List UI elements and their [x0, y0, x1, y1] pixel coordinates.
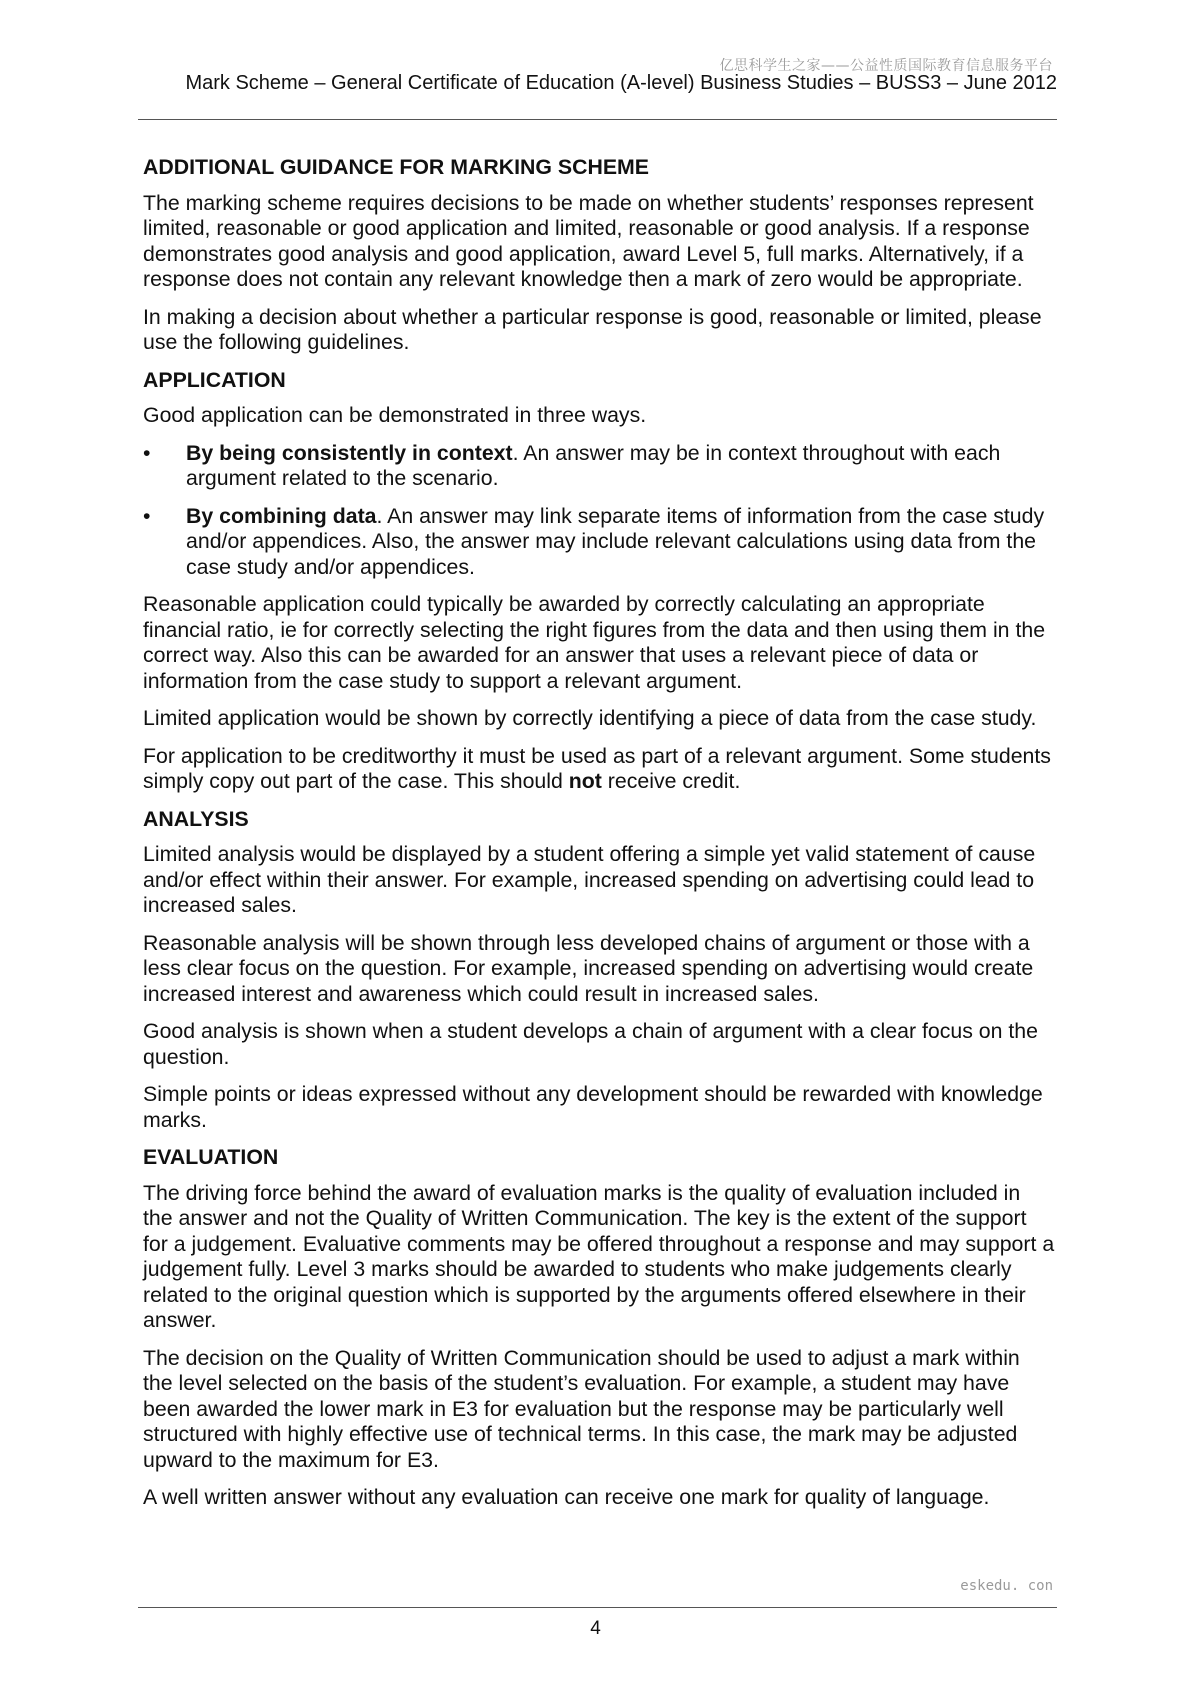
paragraph-application-credit [143, 744, 1055, 795]
paragraph-guidance-2: In making a decision about whether a particular response is good, reasonable or limited, please use the following guidelines. [143, 304, 1042, 354]
bullet-glyph: • [143, 440, 151, 465]
watermark-top: 亿思科学生之家——公益性质国际教育信息服务平台 [719, 58, 1053, 74]
paragraph-analysis-4: Simple points or ideas expressed without any development should be rewarded with knowledge marks. [143, 1082, 1043, 1132]
heading-analysis: ANALYSIS [143, 806, 249, 831]
paragraph-analysis-1: Limited analysis would be displayed by a student offering a simple yet valid statement of cause and/or effect within their answer. For example, increased spending on advertising could lead to increased sales. [143, 842, 1036, 917]
paragraph-analysis-2: Reasonable analysis will be shown through less developed chains of argument or those with a less clear focus on the question. For example, increased spending on advertising would create increased interest and awareness which could result in increased sales. [143, 930, 1034, 1006]
running-header: Mark Scheme – General Certificate of Education (A-level) Business Studies – BUSS3 – June 2012 [185, 72, 1057, 94]
header-divider [138, 119, 1057, 120]
heading-evaluation: EVALUATION [143, 1145, 279, 1169]
paragraph-evaluation-3: A well written answer without any evaluation can receive one mark for quality of language. [143, 1485, 990, 1509]
watermark-bottom: eskedu. con [960, 1578, 1053, 1594]
paragraph-analysis-3: Good analysis is shown when a student develops a chain of argument with a clear focus on the question. [143, 1019, 1038, 1069]
paragraph-application-intro: Good application can be demonstrated in three ways. [143, 403, 647, 427]
document-body [143, 155, 1055, 1523]
credit-text-end: receive credit. [601, 769, 741, 793]
paragraph-evaluation-2: The decision on the Quality of Written Communication should be used to adjust a mark within the level selected on the basis of the student’s evaluation. For example, a student may have been awarded the lower mark in E3 for evaluation but the response may be particularly well structured with highly effective use of technical terms. In this case, the mark may be adjusted upward to the maximum for E3. [143, 1345, 1020, 1472]
list-item [143, 441, 1055, 492]
paragraph-guidance-1: The marking scheme requires decisions to be made on whether students’ responses represent limited, reasonable or good application and limited, reasonable or good analysis. If a response demonstrates good analysis and good application, award Level 5, full marks. Alternatively, if a response does not contain any relevant knowledge then a mark of zero would be appropriate. [143, 190, 1034, 291]
bullet-text: . An answer may link separate items of information from the case study and/or appendices. Also, the answer may include relevant calculations using data from the case study and/or appendices. [186, 503, 1045, 579]
credit-text-start: For application to be creditworthy it must be used as part of a relevant argument. Some students simply copy out part of the case. This should [143, 743, 1051, 793]
paragraph-evaluation-1: The driving force behind the award of evaluation marks is the quality of evaluation included in the answer and not the Quality of Written Communication. The key is the extent of the support for a judgement. Evaluative comments may be offered throughout a response and may support a judgement fully. Level 3 marks should be awarded to students who make judgements clearly related to the original question which is supported by the arguments offered elsewhere in their answer. [143, 1180, 1055, 1332]
application-bullet-list [143, 441, 1055, 581]
bullet-glyph: • [143, 503, 151, 528]
bullet-text: . An answer may be in context throughout with each argument related to the scenario. [186, 440, 1001, 490]
paragraph-application-reasonable: Reasonable application could typically be awarded by correctly calculating an appropriate financial ratio, ie for correctly selecting the right figures from the data and then using them in the correct way. Also this can be awarded for an answer that uses a relevant piece of data or information from the case study to support a relevant argument. [143, 592, 1046, 693]
heading-additional-guidance: ADDITIONAL GUIDANCE FOR MARKING SCHEME [143, 155, 649, 179]
bullet-lead: By combining data [186, 503, 377, 528]
page-number: 4 [590, 1618, 601, 1639]
bullet-lead: By being consistently in context [186, 440, 513, 465]
list-item [143, 504, 1055, 581]
heading-application: APPLICATION [143, 367, 286, 392]
footer-divider [138, 1607, 1057, 1608]
paragraph-application-limited: Limited application would be shown by correctly identifying a piece of data from the case study. [143, 706, 1037, 730]
credit-text-emphasis: not [568, 769, 602, 793]
